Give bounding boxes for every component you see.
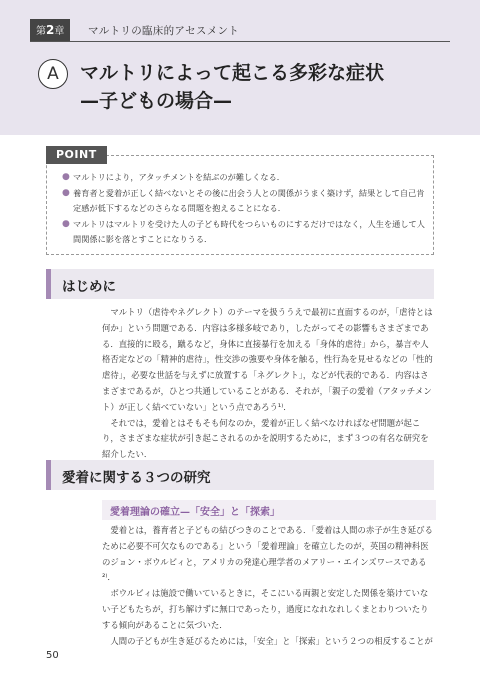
point-item [62, 186, 428, 217]
chapter-number: 2 [46, 23, 55, 37]
bullet-icon: ● [62, 218, 70, 229]
intro-paragraph: マルトリ（虐待やネグレクト）のテーマを扱ううえで最初に直面するのが，「虐待とは何か」という問題である．内容は多様多岐であり，したがってその影響もさまざまである．直接的に殴る，蹴るなど，身体に直接暴行を加える「身体的虐待」から，暴言や人格否定などの「精神的虐待」，性交渉の強要や身体を触る，性行為を見せるなどの「性的虐待」，必要な世話を与えずに放置する「ネグレクト」，などが代表的である．内容はさまざまであるが，ひとつ共通していることがある．それが，「親子の愛着（アタッチメント）が正しく結べていない」という点であろう¹⁾． [102, 307, 433, 412]
bullet-icon: ● [62, 172, 70, 182]
section-title-line1: マルトリによって起こる多彩な症状 [80, 62, 385, 84]
subsection-title: 愛着理論の確立—「安全」と「探索」 [110, 507, 280, 518]
section-letter-badge: A [38, 59, 68, 89]
point-item-text: マルトリはマルトリを受けた人の子ども時代をつらいものにするだけではなく，人生を通して人間関係に影を落とすことになりうる． [73, 218, 425, 244]
bullet-icon: ● [62, 187, 70, 198]
research-heading: 愛着に関する３つの研究 [62, 470, 211, 486]
research-body [102, 523, 436, 649]
point-label: POINT [46, 146, 107, 164]
point-item [62, 217, 428, 248]
chapter-title: マルトリの臨床的アセスメント [88, 25, 240, 37]
intro-heading: はじめに [62, 279, 116, 295]
point-list [62, 170, 428, 248]
research-paragraph: 愛着とは，養育者と子どもの結びつきのことである．「愛着は人間の赤子が生き延びるために必要不可欠なものである」という「愛着理論」を確立したのが，英国の精神科医のジョン・ボウルビィと，アメリカの発達心理学者のメアリー・エインズワースである²⁾． [102, 525, 433, 583]
intro-body [102, 305, 436, 463]
section-title-line2: —子どもの場合— [80, 90, 233, 112]
point-item [62, 170, 428, 186]
point-item-text: マルトリにより，アタッチメントを結ぶのが難しくなる． [73, 172, 285, 182]
page-number: 50 [46, 650, 59, 661]
chapter-tab-suffix: 章 [54, 26, 65, 37]
chapter-tab [30, 19, 70, 41]
point-item-text: 養育者と愛着が正しく結べないとその後に出会う人との関係がうまく築けず，結果として自己肯定感が低下するなどのさらなる問題を抱えることになる． [73, 187, 425, 213]
chapter-tab-prefix: 第 [36, 26, 46, 37]
research-paragraph: ボウルビィは施設で働いているときに，そこにいる両親と安定した関係を築けていない子どもたちが，打ち解けずに無口であったり，過度になれなれしくまとわりついたりする傾向があることに気づいた． [102, 588, 429, 630]
header-divider [30, 41, 450, 42]
intro-paragraph: それでは，愛着とはそもそも何なのか，愛着が正しく結べなければなぜ問題が起こり，さまざまな症状が引き起こされるのかを説明するために，まず３つの有名な研究を紹介したい． [102, 417, 429, 460]
research-paragraph: 人間の子どもが生き延びるためには，「安全」と「探索」という２つの相反することが [110, 635, 433, 646]
